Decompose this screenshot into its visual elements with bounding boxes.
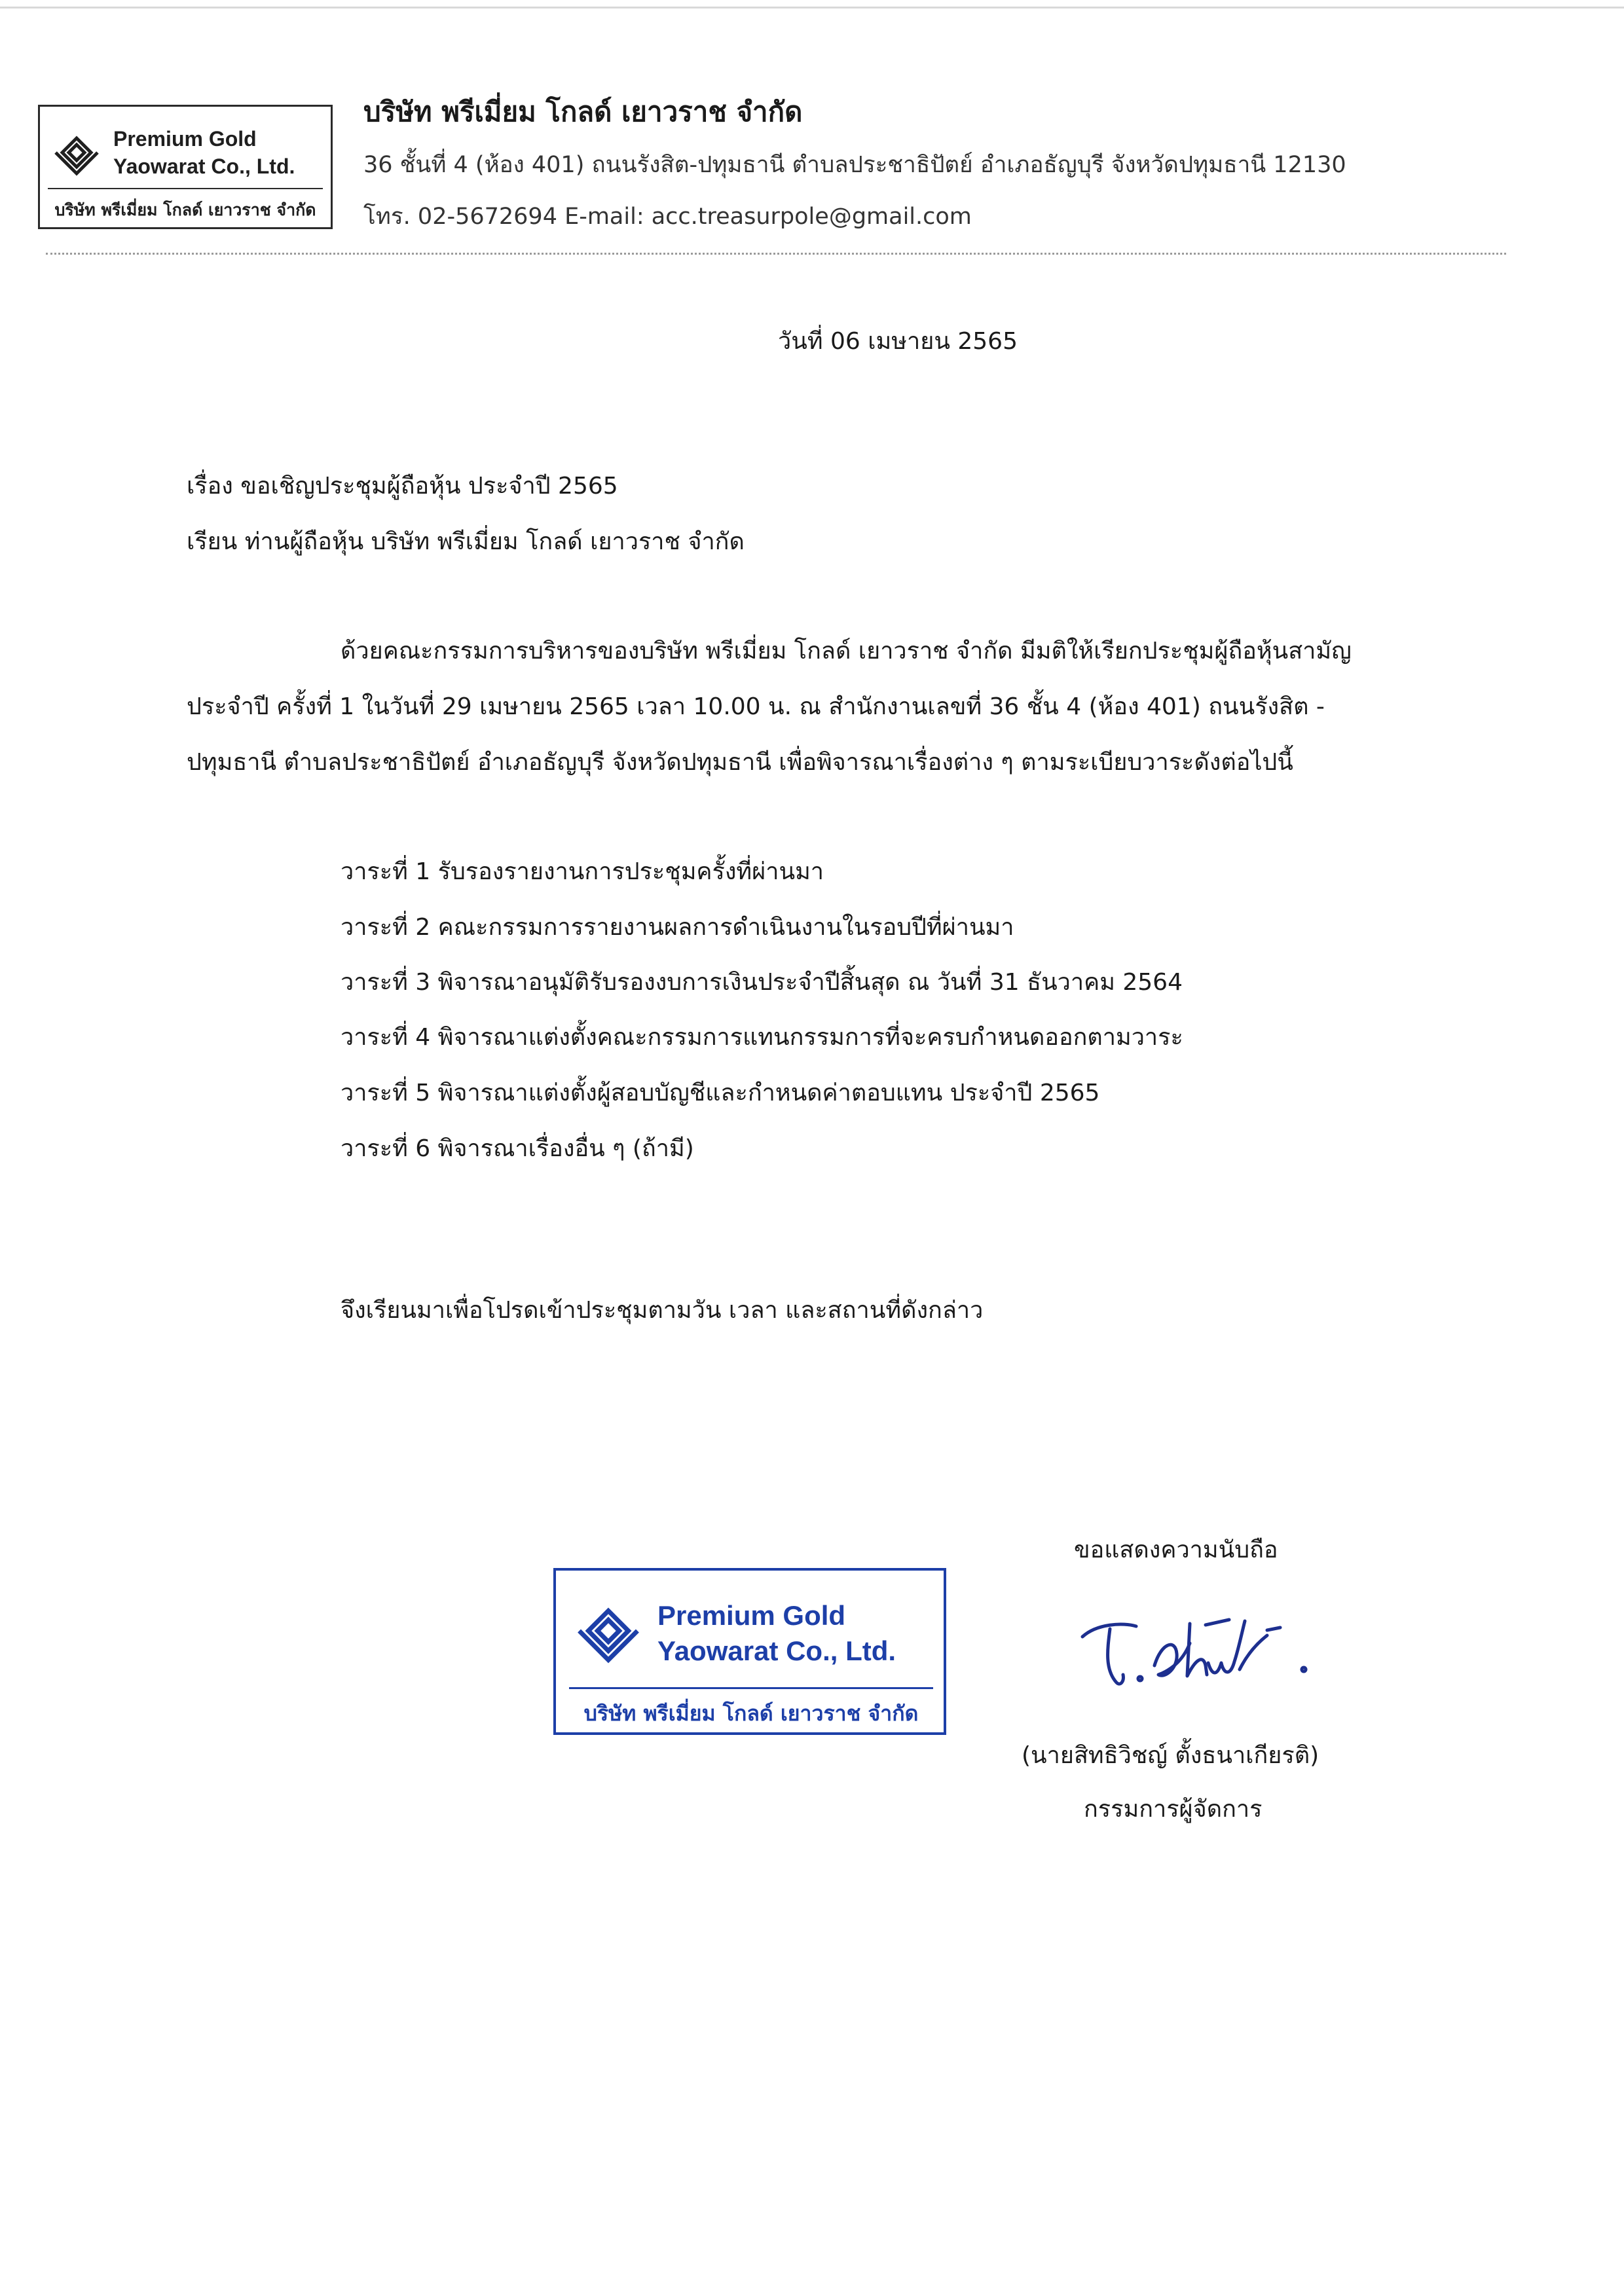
agenda-item-5: วาระที่ 5 พิจารณาแต่งตั้งผู้สอบบัญชีและกำหนดค่าตอบแทน ประจำปี 2565 (341, 1080, 1100, 1106)
stamp-name-en-line2: Yaowarat Co., Ltd. (657, 1635, 896, 1666)
agenda-item-4: วาระที่ 4 พิจารณาแต่งตั้งคณะกรรมการแทนกรรมการที่จะครบกำหนดออกตามวาระ (341, 1024, 1183, 1051)
letter-regards: ขอแสดงความนับถือ (1074, 1537, 1278, 1563)
letter-closing: จึงเรียนมาเพื่อโปรดเข้าประชุมตามวัน เวลา และสถานที่ดังกล่าว (341, 1297, 984, 1324)
company-stamp (553, 1568, 946, 1735)
agenda-item-6: วาระที่ 6 พิจารณาเรื่องอื่น ๆ (ถ้ามี) (341, 1135, 694, 1162)
stamp-divider (569, 1687, 933, 1689)
stamp-diamond-icon (576, 1598, 641, 1664)
company-address: 36 ชั้นที่ 4 (ห้อง 401) ถนนรังสิต-ปทุมธานี ตำบลประชาธิปัตย์ อำเภอธัญบุรี จังหวัดปทุมธานี 12130 (363, 152, 1346, 178)
logo-name-en-line1: Premium Gold (113, 127, 257, 151)
agenda-item-1: วาระที่ 1 รับรองรายงานการประชุมครั้งที่ผ่านมา (341, 858, 824, 885)
company-contact: โทร. 02-5672694 E-mail: acc.treasurpole@gmail.com (363, 204, 972, 230)
agenda-item-2: วาระที่ 2 คณะกรรมการรายงานผลการดำเนินงานในรอบปีที่ผ่านมา (341, 914, 1014, 941)
diamond-logo-icon (53, 129, 100, 176)
scan-top-edge (0, 7, 1624, 9)
logo-name-en (113, 125, 329, 180)
signer-title: กรรมการผู้จัดการ (1084, 1796, 1263, 1823)
letter-subject: เรื่อง ขอเชิญประชุมผู้ถือหุ้น ประจำปี 2565 (187, 473, 618, 500)
body-paragraph-line: ปทุมธานี ตำบลประชาธิปัตย์ อำเภอธัญบุรี จังหวัดปทุมธานี เพื่อพิจารณาเรื่องต่าง ๆ ตามระเบียบวาระดังต่อไปนี้ (187, 749, 1293, 776)
letter-date: วันที่ 06 เมษายน 2565 (778, 328, 1018, 355)
stamp-name-en-line1: Premium Gold (657, 1600, 846, 1631)
handwritten-signature (1077, 1597, 1326, 1709)
letter-recipient: เรียน ท่านผู้ถือหุ้น บริษัท พรีเมี่ยม โกลด์ เยาวราช จำกัด (187, 528, 745, 555)
signer-name: (นายสิทธิวิชญ์ ตั้งธนาเกียรติ) (1022, 1742, 1320, 1769)
header-divider (46, 253, 1506, 255)
company-logo (38, 105, 333, 229)
logo-name-th: บริษัท พรีเมี่ยม โกลด์ เยาวราช จำกัด (54, 200, 316, 219)
stamp-name-en (657, 1598, 939, 1669)
stamp-name-th: บริษัท พรีเมี่ยม โกลด์ เยาวราช จำกัด (583, 1701, 919, 1726)
agenda-item-3: วาระที่ 3 พิจารณาอนุมัติรับรองงบการเงินประจำปีสิ้นสุด ณ วันที่ 31 ธันวาคม 2564 (341, 969, 1183, 996)
logo-divider (48, 188, 323, 189)
body-paragraph-line: ประจำปี ครั้งที่ 1 ในวันที่ 29 เมษายน 2565 เวลา 10.00 น. ณ สำนักงานเลขที่ 36 ชั้น 4 (ห้อง 401) ถนนรังสิต - (187, 693, 1325, 720)
logo-name-en-line2: Yaowarat Co., Ltd. (113, 155, 295, 178)
company-name: บริษัท พรีเมี่ยม โกลด์ เยาวราช จำกัด (363, 96, 803, 128)
body-paragraph-line: ด้วยคณะกรรมการบริหารของบริษัท พรีเมี่ยม โกลด์ เยาวราช จำกัด มีมติให้เรียกประชุมผู้ถือหุ้นสามัญ (341, 638, 1352, 665)
